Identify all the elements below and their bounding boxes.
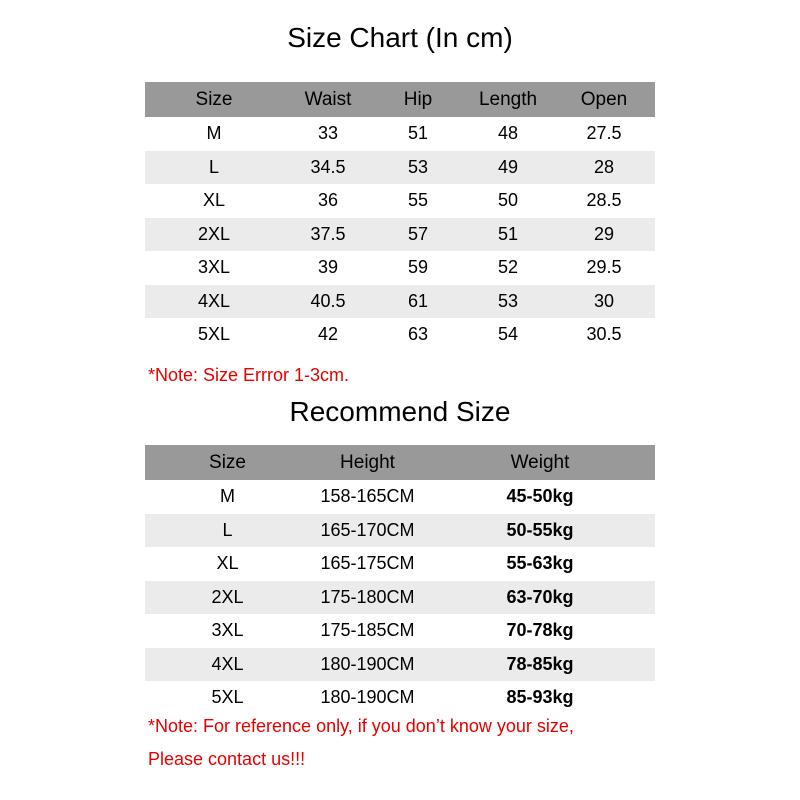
cell-height: 180-190CM <box>320 687 415 708</box>
cell-weight: 78-85kg <box>425 648 655 682</box>
cell-waist: 34.5 <box>283 151 373 185</box>
cell-size: 5XL <box>211 687 244 708</box>
cell-height: 165-175CM <box>320 553 415 574</box>
cell-open: 29.5 <box>586 257 622 278</box>
table-row <box>145 614 655 648</box>
size-chart-table <box>145 82 655 352</box>
cell-waist: 39 <box>317 257 339 278</box>
cell-hip: 57 <box>373 218 463 252</box>
cell-open: 30 <box>553 285 655 319</box>
cell-open: 28.5 <box>586 190 622 211</box>
cell-size: XL <box>202 190 226 211</box>
cell-height: 165-170CM <box>310 514 425 548</box>
cell-size: 3XL <box>211 620 244 641</box>
cell-hip: 53 <box>373 151 463 185</box>
table-row <box>145 318 655 352</box>
cell-waist: 33 <box>317 123 339 144</box>
size-chart-header-row <box>145 82 655 117</box>
cell-waist: 40.5 <box>283 285 373 319</box>
cell-length: 52 <box>497 257 519 278</box>
cell-length: 50 <box>497 190 519 211</box>
cell-size: M <box>220 486 235 507</box>
cell-weight: 45-50kg <box>506 486 574 507</box>
cell-weight: 55-63kg <box>506 553 574 574</box>
column-header-weight: Weight <box>425 445 655 480</box>
cell-waist: 42 <box>317 324 339 345</box>
table-row <box>145 581 655 615</box>
cell-length: 49 <box>463 151 553 185</box>
table-row <box>145 681 655 715</box>
cell-waist: 37.5 <box>283 218 373 252</box>
column-header-size: Size <box>145 82 283 117</box>
table-row <box>145 285 655 319</box>
recommend-size-title: Recommend Size <box>289 396 511 427</box>
cell-size: 5XL <box>197 324 231 345</box>
cell-open: 29 <box>553 218 655 252</box>
cell-length: 54 <box>497 324 519 345</box>
cell-weight: 70-78kg <box>506 620 574 641</box>
size-error-note: *Note: Size Errror 1-3cm. <box>148 365 350 385</box>
cell-length: 53 <box>463 285 553 319</box>
column-header-height: Height <box>310 445 425 480</box>
recommend-header-row <box>145 445 655 480</box>
cell-hip: 59 <box>407 257 429 278</box>
cell-open: 28 <box>553 151 655 185</box>
cell-height: 180-190CM <box>310 648 425 682</box>
reference-note: *Note: For reference only, if you don’t know your size, <box>148 716 574 736</box>
cell-size: M <box>206 123 222 144</box>
cell-size: 4XL <box>145 285 283 319</box>
cell-hip: 63 <box>407 324 429 345</box>
column-header-waist: Waist <box>283 82 373 117</box>
table-row <box>145 514 655 548</box>
cell-height: 158-165CM <box>320 486 415 507</box>
cell-height: 175-185CM <box>320 620 415 641</box>
table-row <box>145 151 655 185</box>
cell-hip: 61 <box>373 285 463 319</box>
cell-length: 48 <box>497 123 519 144</box>
cell-size: L <box>145 514 310 548</box>
table-row <box>145 184 655 218</box>
cell-open: 27.5 <box>586 123 622 144</box>
cell-size: 3XL <box>197 257 231 278</box>
table-row <box>145 251 655 285</box>
cell-weight: 63-70kg <box>425 581 655 615</box>
column-header-hip: Hip <box>373 82 463 117</box>
table-row <box>145 480 655 514</box>
contact-note: Please contact us!!! <box>148 749 306 769</box>
cell-length: 51 <box>463 218 553 252</box>
cell-size: 4XL <box>145 648 310 682</box>
recommend-size-table <box>145 445 655 715</box>
table-row <box>145 218 655 252</box>
column-header-open: Open <box>553 82 655 117</box>
cell-open: 30.5 <box>586 324 622 345</box>
cell-size: 2XL <box>145 218 283 252</box>
cell-size: XL <box>216 553 239 574</box>
cell-hip: 55 <box>407 190 429 211</box>
size-chart-title: Size Chart (In cm) <box>287 22 513 53</box>
cell-hip: 51 <box>407 123 429 144</box>
column-header-size: Size <box>145 445 310 480</box>
column-header-length: Length <box>463 82 553 117</box>
cell-size: 2XL <box>145 581 310 615</box>
table-row <box>145 648 655 682</box>
cell-height: 175-180CM <box>310 581 425 615</box>
cell-waist: 36 <box>317 190 339 211</box>
table-row <box>145 547 655 581</box>
cell-weight: 85-93kg <box>506 687 574 708</box>
cell-size: L <box>145 151 283 185</box>
table-row <box>145 117 655 151</box>
cell-weight: 50-55kg <box>425 514 655 548</box>
